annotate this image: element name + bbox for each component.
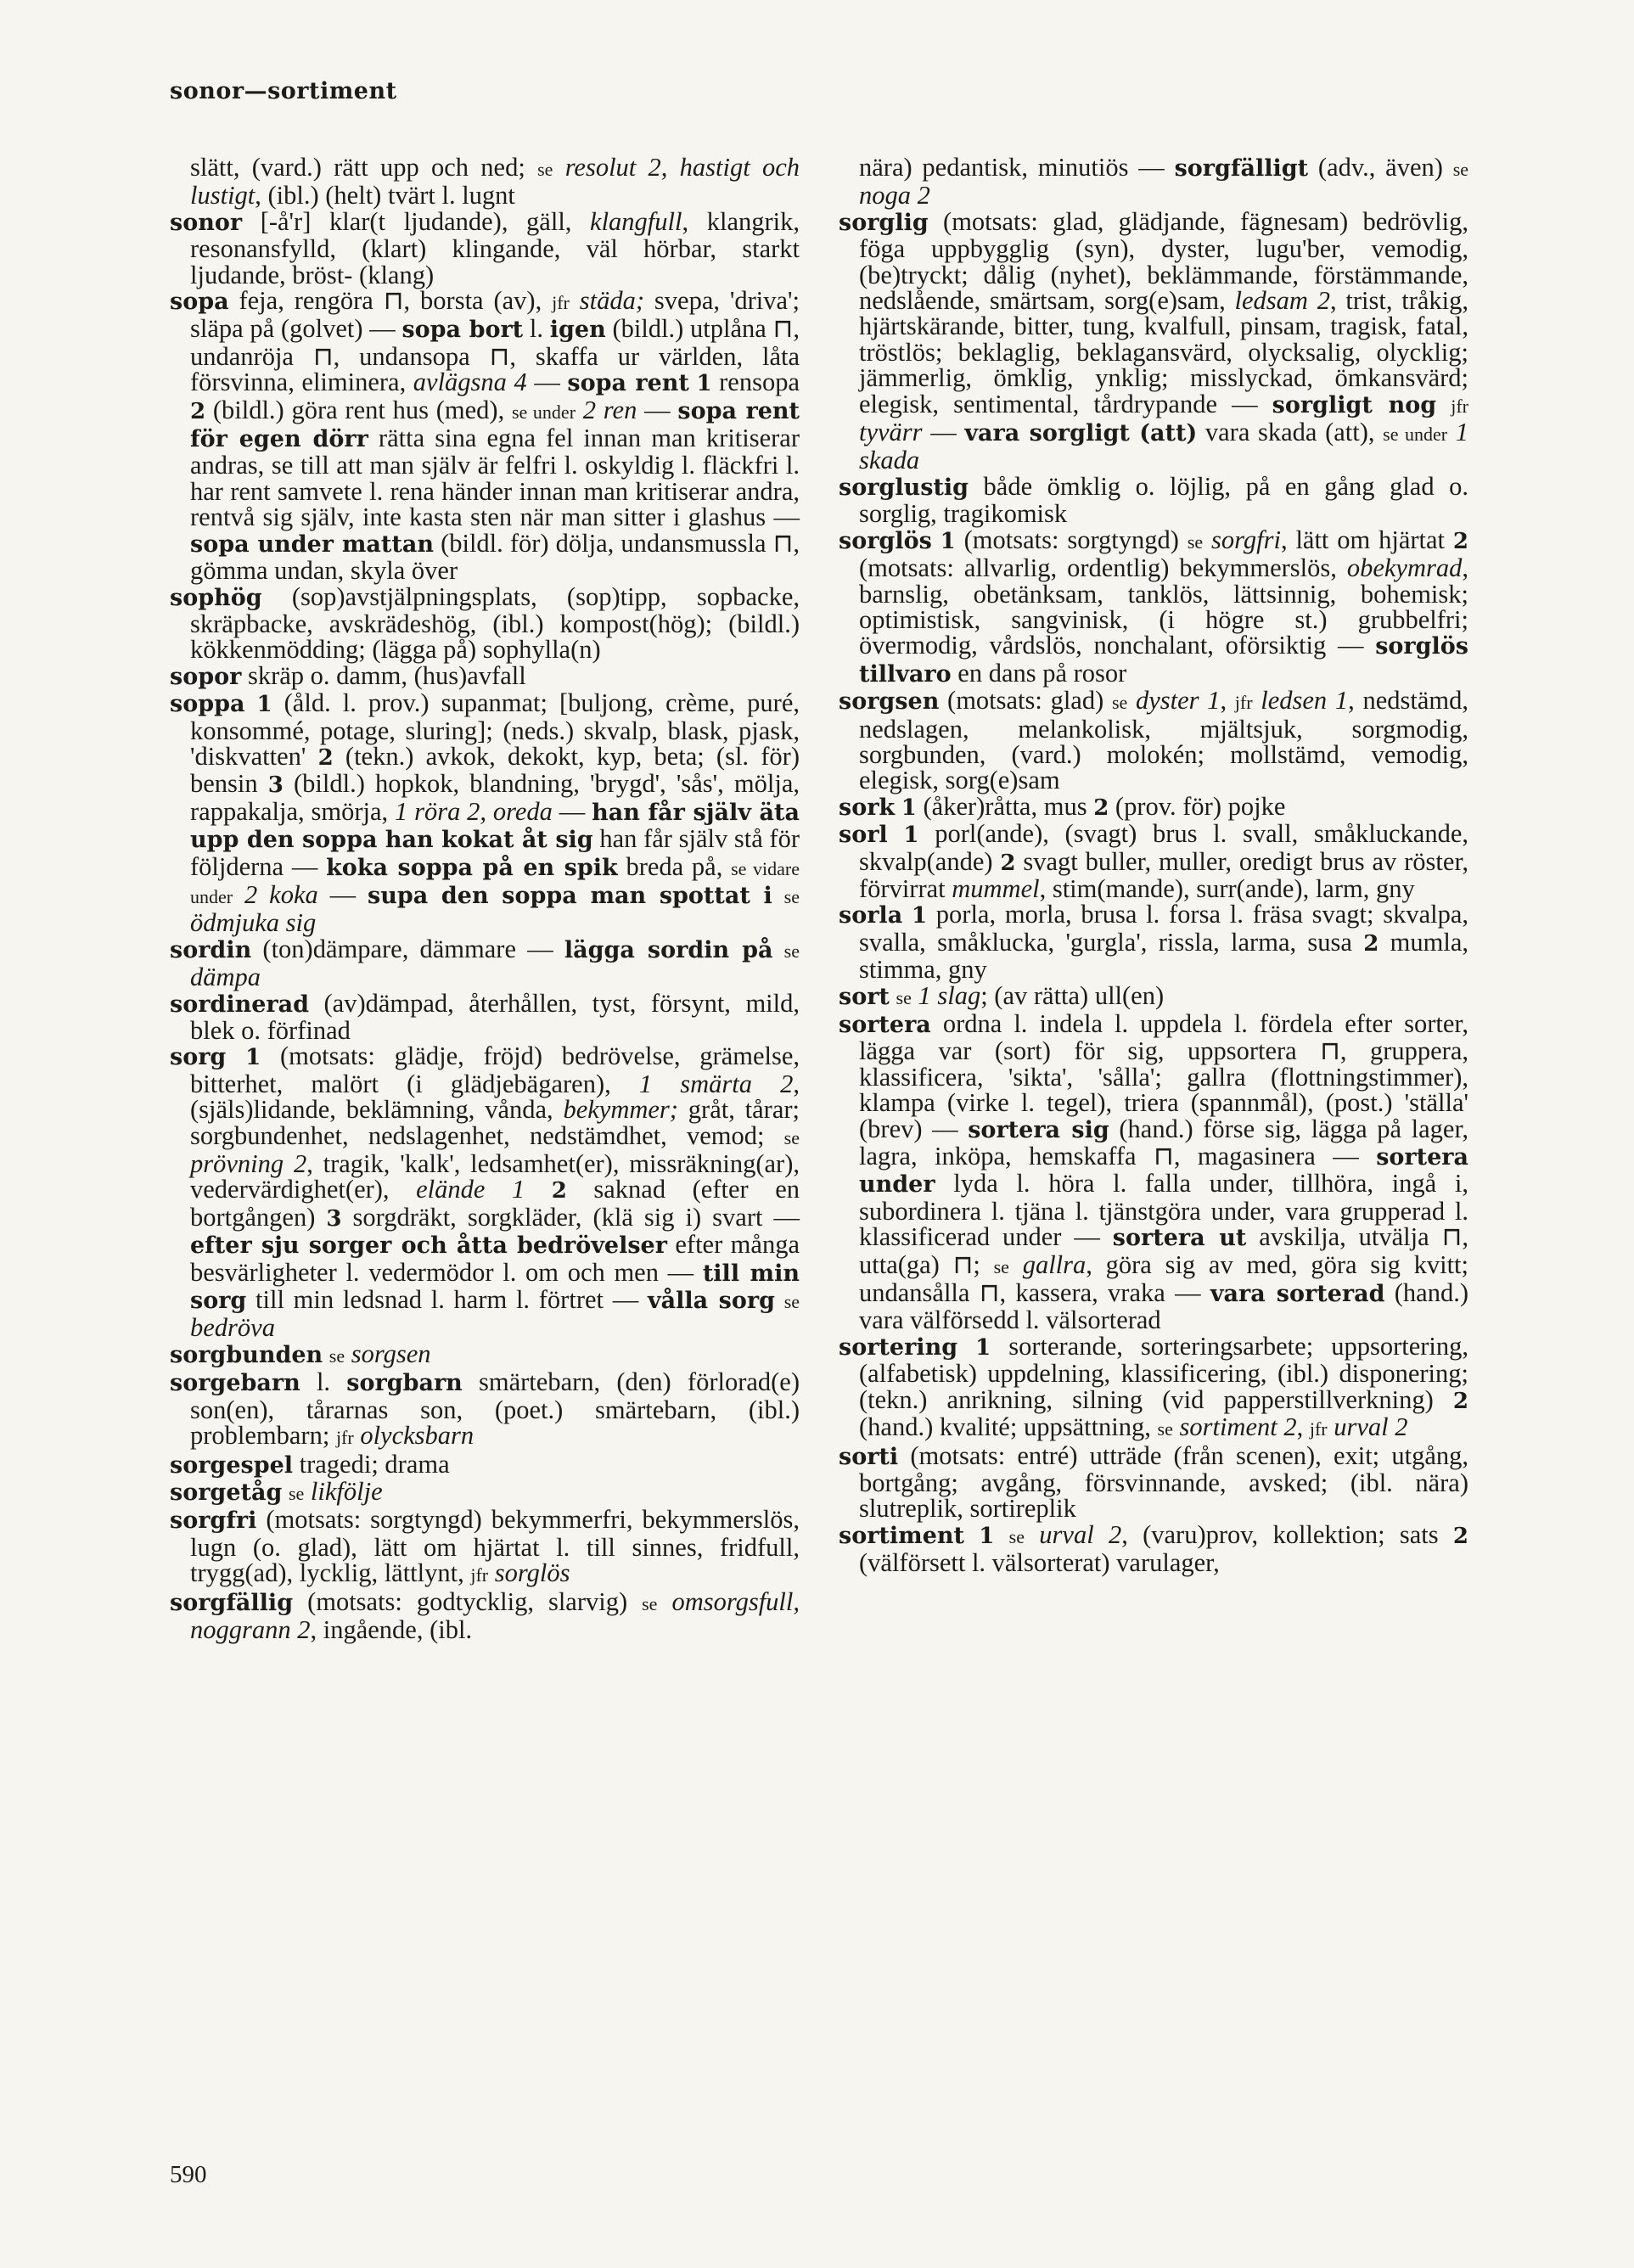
reference-marker: se xyxy=(783,940,800,962)
entry-text xyxy=(772,880,784,909)
cross-reference: obekymrad xyxy=(1346,553,1463,583)
entry-text: nära) pedantisk, minutiös — xyxy=(859,153,1175,182)
phrase: till min sorg xyxy=(190,1260,800,1315)
entry-text xyxy=(1447,418,1456,446)
reference-marker: jfr xyxy=(470,1564,489,1586)
dictionary-entry xyxy=(170,1369,800,1451)
cross-reference: likfölje xyxy=(310,1476,383,1506)
entry-text: (motsats: allvarlig, ordentlig) bekymmerslös, xyxy=(859,553,1347,583)
entry-text: mumla, stimma, gny xyxy=(859,927,1469,985)
cross-reference: 1 röra 2, oreda xyxy=(394,796,553,826)
entry-text: porla, morla, brusa l. forsa l. fräsa svagt; skvalpa, svalla, småklucka, 'gurgla', rissla, larma, susa xyxy=(859,900,1469,957)
reference-marker: se xyxy=(537,159,553,180)
reference-marker: se under xyxy=(1383,424,1448,446)
entry-text xyxy=(345,1339,351,1368)
left-column xyxy=(170,154,800,1642)
reference-marker: se vidare under xyxy=(190,857,800,907)
entry-text xyxy=(1203,525,1211,554)
dictionary-entry xyxy=(170,936,800,991)
dictionary-entry xyxy=(839,821,1468,901)
entry-text: ordna l. indela l. uppdela l. fördela efter sorter, lägga var (sort) för sig, uppsortera ⊓, gruppera, klassificera, 'sikta', 'sålla'; gallra (flottningstimmer), klampa (virke l. tegel), triera (spannmål), (post.) 'ställa' (brev) — xyxy=(859,1009,1468,1143)
entry-text: (motsats: sorgtyngd) bekymmerfri, bekymmerslös, lugn (o. glad), lätt om hjärtat l. till sinnes, fridfull, trygg(ad), lycklig, lättlynt, xyxy=(190,1505,800,1588)
cross-reference: bekymmer; xyxy=(563,1095,678,1125)
entry-text: efter många besvärligheter l. vedermödor l. om och men — xyxy=(190,1230,800,1287)
reference-marker: se xyxy=(783,1126,800,1148)
headword: sortiment xyxy=(839,1522,965,1549)
headword: sorgetåg xyxy=(170,1479,283,1506)
phrase: koka soppa på en spik xyxy=(326,854,618,881)
entry-text xyxy=(1009,1250,1023,1279)
cross-reference: elände 1 xyxy=(416,1175,525,1204)
sense-number: 1 xyxy=(901,794,917,821)
sense-number: 2 xyxy=(190,398,206,424)
cross-reference: sorglös xyxy=(494,1558,570,1588)
cross-reference: sorgfri xyxy=(1211,525,1281,554)
sense-number: 2 xyxy=(1452,1523,1469,1549)
entry-text: , stim(mande), surr(ande), larm, gny xyxy=(1039,873,1415,903)
entry-text: (välförsett l. välsorterat) varulager, xyxy=(859,1548,1220,1578)
phrase: sorgfälligt xyxy=(1174,155,1309,182)
cross-reference: ledsam 2 xyxy=(1234,286,1330,316)
cross-reference: urval 2 xyxy=(1334,1412,1408,1442)
dictionary-entry xyxy=(839,900,1469,985)
headword: sophög xyxy=(170,584,262,611)
headword: sorg xyxy=(170,1044,227,1071)
entry-text xyxy=(1253,686,1261,715)
phrase: sopa rent xyxy=(567,370,689,397)
entry-text: (prov. för) pojke xyxy=(1109,791,1286,821)
phrase: vålla sorg xyxy=(647,1288,775,1315)
cross-reference: bedröva xyxy=(190,1313,275,1343)
phrase: sopa bort xyxy=(401,317,524,344)
headword: sortering xyxy=(839,1333,958,1361)
phrase: sortera sig xyxy=(968,1116,1109,1143)
headword: sorti xyxy=(839,1443,899,1470)
entry-text xyxy=(775,1285,784,1314)
sense-number: 2 xyxy=(1000,850,1016,876)
reference-marker: se xyxy=(1008,1525,1025,1547)
entry-text: sorgdräkt, sorgkläder, (klä sig i) svart — xyxy=(341,1202,800,1232)
entry-text: — xyxy=(552,796,592,826)
entry-text xyxy=(576,396,583,424)
cross-reference: noga 2 xyxy=(859,181,930,211)
entry-text xyxy=(772,935,783,963)
entry-text: l. xyxy=(300,1367,347,1397)
sense-number: 2 xyxy=(551,1178,567,1204)
headword: sorglös xyxy=(839,527,932,554)
dictionary-entry xyxy=(170,1341,800,1369)
entry-text xyxy=(244,688,256,717)
entry-text: (motsats: glad, glädjande, fägnesam) bedrövlig, föga uppbygglig (syn), dyster, lugu'ber, vemodig, (be)tryckt; dålig (nyhet), beklämmande, förstämmande, nedslående, smärtsam, sorg(e)sam, xyxy=(859,206,1468,316)
entry-text: , xyxy=(1296,1412,1310,1442)
cross-reference: gallra xyxy=(1022,1249,1087,1279)
phrase: igen xyxy=(549,317,606,344)
dictionary-entry xyxy=(170,1451,800,1479)
entry-text: (motsats: entré) utträde (från scenen), exit; utgång, bortgång; avgång, försvinnande, avsked; (ibl. nära) slutreplik, sortireplik xyxy=(859,1440,1468,1524)
phrase: han får själv äta upp den soppa han kokat åt sig xyxy=(190,799,800,854)
entry-text: (hand.) vara välförsedd l. välsorterad xyxy=(859,1278,1468,1335)
entry-text: , göra sig av med, göra sig kvitt; undansålla ⊓, kassera, vraka — xyxy=(859,1249,1469,1308)
dictionary-entry xyxy=(839,154,1468,209)
headword: sorgbunden xyxy=(170,1341,323,1368)
reference-marker: jfr xyxy=(1309,1418,1328,1440)
entry-text xyxy=(1436,390,1451,418)
entry-text: smärtebarn, (den) förlorad(e) son(en), tårarnas son, (poet.) smärtebarn, (ibl.) problembarn; xyxy=(190,1367,800,1451)
dictionary-entry xyxy=(839,1440,1468,1524)
entry-text: breda på, xyxy=(617,851,732,881)
entry-text: (sop)avstjälpningsplats, (sop)tipp, sopbacke, skräpbacke, avskrädeshög, (ibl.) kompost(hög); (bildl.) kökkenmödding; (lägga på) sophylla(n) xyxy=(190,581,800,665)
sense-number: 1 xyxy=(940,528,956,554)
entry-text: — xyxy=(637,395,678,424)
reference-marker: se xyxy=(783,885,800,907)
entry-text: tragedi; drama xyxy=(293,1449,450,1479)
reference-marker: jfr xyxy=(1234,692,1253,714)
cross-reference: omsorgsfull, noggrann 2 xyxy=(190,1586,800,1644)
dictionary-entry xyxy=(839,791,1468,821)
entry-text xyxy=(304,1477,311,1506)
entry-text: han får själv stå för följderna — xyxy=(190,824,800,881)
sense-number: 1 xyxy=(256,692,272,718)
sense-number: 2 xyxy=(1093,794,1109,821)
entry-text xyxy=(895,792,901,821)
entry-text: (bildl.) utplåna ⊓, undanröja ⊓, undansopa ⊓, skaffa ur världen, låta försvinna, eliminera, xyxy=(190,314,800,397)
headword: sorgfällig xyxy=(170,1589,294,1616)
entry-text xyxy=(902,900,912,929)
entry-text: , (själs)lidande, beklämning, vånda, xyxy=(190,1069,800,1125)
cross-reference: klangfull xyxy=(590,206,682,236)
entry-text: gråt, tårar; sorgbundenhet, nedslagenhet, nedstämdhet, vemod; xyxy=(190,1095,800,1150)
dictionary-entry xyxy=(170,206,800,289)
running-head: sonor—sortiment xyxy=(170,78,397,104)
sense-number: 1 xyxy=(696,371,712,397)
reference-marker: jfr xyxy=(1451,395,1468,417)
entry-text: (motsats: glädje, fröjd) bedrövelse, grämelse, bitterhet, malört (i glädjebägaren), xyxy=(190,1041,800,1098)
phrase: vara sorterad xyxy=(1210,1281,1385,1308)
cross-reference: prövning 2 xyxy=(190,1149,307,1179)
entry-text: (av)dämpad, återhållen, tyst, försynt, mild, blek o. förfinad xyxy=(190,988,800,1045)
reference-marker: se xyxy=(783,1291,800,1313)
entry-text xyxy=(226,1041,245,1070)
dictionary-entry xyxy=(839,1333,1468,1443)
cross-reference: städa; xyxy=(579,286,645,316)
dictionary-entry xyxy=(170,154,800,209)
dictionary-entry xyxy=(839,527,1468,688)
dictionary-entry xyxy=(170,1586,800,1644)
cross-reference: urval 2 xyxy=(1039,1519,1122,1549)
entry-text: (bildl. för) dölja, undansmussla ⊓, gömma undan, skyla över xyxy=(190,528,800,586)
entry-text: vara skada (att), xyxy=(1197,418,1384,447)
entry-text: (motsats: sorgtyngd) xyxy=(955,525,1188,554)
sense-number: 3 xyxy=(267,772,284,799)
headword: sorgfri xyxy=(170,1507,257,1535)
phrase: sortera under xyxy=(859,1144,1468,1199)
cross-reference: 1 smärta 2 xyxy=(638,1069,794,1098)
reference-marker: se xyxy=(1187,531,1204,553)
entry-text: (tekn.) avkok, dekokt, kyp, beta; (sl. för) bensin xyxy=(190,741,800,799)
headword: sonor xyxy=(170,209,243,236)
entry-text xyxy=(1025,1520,1039,1549)
dictionary-entry xyxy=(170,690,800,936)
headword: sorglig xyxy=(839,209,929,236)
headword: sortera xyxy=(839,1012,931,1038)
entry-text xyxy=(233,880,244,909)
phrase: sopa under mattan xyxy=(190,531,434,558)
entry-text: skräp o. damm, (hus)avfall xyxy=(241,660,526,690)
cross-reference: 2 koka xyxy=(244,879,318,909)
reference-marker: se xyxy=(1157,1418,1173,1440)
phrase: sorglös tillvaro xyxy=(859,633,1468,688)
entry-text: , (ibl.) (helt) tvärt l. lugnt xyxy=(255,181,515,211)
cross-reference: dyster 1 xyxy=(1135,686,1221,716)
cross-reference: resolut 2, hastigt och lustigt xyxy=(190,153,800,211)
entry-text xyxy=(323,1339,329,1368)
entry-text: , nedstämd, nedslagen, melankolisk, mjältsjuk, sorgmodig, sorgbunden, (vard.) molokén; mollstämd, vemodig, elegisk, sorg(e)sam xyxy=(859,686,1468,795)
entry-text: , xyxy=(1220,686,1235,716)
cross-reference: avlägsna 4 xyxy=(413,368,527,397)
entry-text: — xyxy=(526,368,568,397)
headword: sopa xyxy=(170,289,229,316)
cross-reference: sorgsen xyxy=(351,1339,431,1368)
entry-text xyxy=(488,1558,495,1587)
entry-text: (bildl.) göra rent hus (med), xyxy=(205,395,512,424)
entry-text: , (varu)prov, kollektion; sats xyxy=(1121,1519,1453,1549)
cross-reference: olycksbarn xyxy=(360,1421,474,1451)
reference-marker: jfr xyxy=(335,1427,354,1449)
entry-text xyxy=(570,286,580,315)
phrase: sorgligt nog xyxy=(1272,391,1437,418)
entry-text: , lätt om hjärtat xyxy=(1280,525,1453,554)
entry-text: porl(ande), (svagt) brus l. svall, småkluckande, skvalp(ande) xyxy=(859,819,1468,876)
entry-text: , barnslig, obetänksam, tanklös, lättsinnig, bohemisk; optimistisk, sangvinisk, (i högre st.) grubbelfri; övermodig, vårdslös, nonchalant, oförsiktig — xyxy=(859,553,1468,660)
entry-text: , trist, tråkig, hjärtskärande, bitter, tung, kvalfull, pinsam, tragisk, fatal, tröstlös; beklaglig, beklagansvärd, olycksalig, olycklig; jämmerlig, ömklig, ynklig; misslyckad, ömkansvärd; elegisk, sentimental, tårdrypande — xyxy=(859,286,1468,418)
entry-text: l. xyxy=(523,314,550,344)
entry-text: (hand.) kvalité; uppsättning, xyxy=(859,1412,1158,1442)
headword: sopor xyxy=(170,663,242,690)
sense-number: 2 xyxy=(317,744,334,771)
sense-number: 2 xyxy=(1452,1388,1468,1414)
dictionary-entry xyxy=(170,1476,800,1507)
headword: sorgsen xyxy=(839,688,940,716)
headword: sordinerad xyxy=(170,991,309,1018)
entry-text: till min ledsnad l. harm l. förtret — xyxy=(246,1285,648,1315)
entry-text: svepa, 'driva'; släpa på (golvet) — xyxy=(190,286,800,344)
reference-marker: se xyxy=(896,986,912,1008)
dictionary-entry xyxy=(170,988,800,1045)
sense-number: 1 xyxy=(979,1523,995,1549)
phrase: sopa rent för egen dörr xyxy=(190,397,800,453)
phrase: vara sorgligt (att) xyxy=(964,420,1198,447)
entry-text: [-å'r] klar(t ljudande), gäll, xyxy=(242,206,591,236)
sense-number: 1 xyxy=(245,1045,261,1071)
entry-text: (adv., även) xyxy=(1308,153,1453,182)
reference-marker: jfr xyxy=(552,292,570,314)
entry-text: (motsats: godtycklig, slarvig) xyxy=(293,1586,643,1616)
entry-text xyxy=(888,819,904,848)
phrase: supa den soppa man spottat i xyxy=(368,882,772,909)
headword: soppa xyxy=(170,691,245,718)
dictionary-entry xyxy=(170,660,800,690)
page-number: 590 xyxy=(170,2161,207,2188)
entry-text: (åker)råtta, mus xyxy=(916,791,1094,821)
sense-number: 1 xyxy=(911,903,928,929)
phrase: efter sju sorger och åtta bedrövelser xyxy=(190,1232,667,1260)
entry-text: avskilja, utvälja ⊓, utta(ga) ⊓; xyxy=(859,1222,1468,1279)
headword: sorla xyxy=(839,902,903,929)
cross-reference: mummel xyxy=(952,873,1040,903)
entry-text: , ingående, (ibl. xyxy=(310,1614,473,1644)
reference-marker: se xyxy=(642,1592,658,1614)
dictionary-entry xyxy=(839,206,1469,475)
entry-text: , tragik, 'kalk', ledsamhet(er), missräkning(ar), vedervärdighet(er), xyxy=(190,1149,800,1204)
entry-text: saknad (efter en bortgången) xyxy=(190,1175,800,1232)
headword: sork xyxy=(839,794,896,821)
entry-text xyxy=(964,1520,979,1549)
entry-text: feja, rengöra ⊓, borsta (av), xyxy=(228,286,553,316)
headword: sorgebarn xyxy=(170,1370,300,1397)
dictionary-entry xyxy=(170,581,800,665)
phrase: lägga sordin på xyxy=(564,936,773,963)
sense-number: 2 xyxy=(1452,528,1469,554)
headword: sordin xyxy=(170,936,252,963)
entry-text xyxy=(553,153,564,182)
entry-text: (åld. l. prov.) supanmat; [buljong, crème, puré, konsommé, potage, sluring]; (neds.) skvalp, blask, pjask, 'diskvatten' xyxy=(190,688,800,771)
entry-text: (ton)dämpare, dämmare — xyxy=(251,934,564,963)
entry-text: (motsats: glad) xyxy=(939,686,1112,716)
dictionary-entry xyxy=(170,1041,800,1343)
entry-text: (hand.) förse sig, lägga på lager, lagra, inköpa, hemskaffa ⊓, magasinera — xyxy=(859,1114,1469,1171)
entry-text: både ömklig o. löjlig, på en gång glad o. sorglig, tragikomisk xyxy=(859,471,1468,529)
entry-text: ; (av rätta) ull(en) xyxy=(980,980,1165,1010)
entry-text: (bildl.) hopkok, blandning, 'brygd', 'sås', mölja, rappakalja, smörja, xyxy=(190,769,800,826)
right-column xyxy=(839,154,1468,1576)
cross-reference: sortiment 2 xyxy=(1179,1412,1297,1442)
headword: sorgespel xyxy=(170,1451,294,1479)
sense-number: 1 xyxy=(975,1334,991,1361)
phrase: sortera ut xyxy=(1112,1225,1247,1252)
dictionary-entry xyxy=(839,688,1468,794)
entry-text: svagt buller, muller, oredigt brus av röster, förvirrat xyxy=(859,846,1468,903)
entry-text xyxy=(282,1477,289,1506)
entry-text xyxy=(657,1587,671,1616)
dictionary-entry xyxy=(839,1011,1468,1333)
dictionary-entry xyxy=(839,471,1468,529)
headword: sort xyxy=(839,983,890,1010)
entry-text: lyda l. höra l. falla under, tillhöra, ingå i, subordinera l. tjäna l. tjänstgöra under, vara grupperad l. klassificerad under — xyxy=(859,1169,1468,1252)
entry-text: en dans på rosor xyxy=(951,658,1127,688)
headword: sorglustig xyxy=(839,474,969,501)
cross-reference: dämpa xyxy=(190,963,261,992)
sense-number: 3 xyxy=(326,1205,342,1232)
entry-text xyxy=(932,525,941,554)
entry-text: sorterande, sorteringsarbete; uppsortering, (alfabetisk) uppdelning, klassificering, (ibl.) disponering; (tekn.) anrikning, silning (vid papperstillverkning) xyxy=(859,1331,1468,1414)
entry-text: , klangrik, resonansfylld, (klart) klingande, väl hörbar, starkt ljudande, bröst- (klang) xyxy=(190,206,800,289)
entry-text xyxy=(525,1175,552,1204)
dictionary-entry xyxy=(170,1507,800,1588)
entry-text: slätt, (vard.) rätt upp och ned; xyxy=(190,153,538,182)
entry-text: — xyxy=(317,879,368,909)
entry-text xyxy=(890,981,896,1010)
cross-reference: 1 skada xyxy=(859,418,1469,475)
cross-reference: 1 slag xyxy=(918,980,981,1010)
reference-marker: se xyxy=(1111,692,1128,714)
entry-text xyxy=(1127,686,1136,715)
cross-reference: 2 ren xyxy=(582,395,637,424)
dictionary-entry xyxy=(839,980,1468,1011)
dictionary-entry xyxy=(170,286,800,586)
entry-text: rätta sina egna fel innan man kritiserar andras, se till att man själv är felfri l. oskyldig l. fläckfri l. har rent samvete l. rena händer innan man kritiserar andra, rentvå sig själv, inte kasta sten när man sitter i glashus — xyxy=(190,424,800,532)
reference-marker: se under xyxy=(511,401,576,423)
reference-marker: se xyxy=(328,1345,345,1367)
entry-text xyxy=(994,1520,1008,1549)
cross-reference: ödmjuka sig xyxy=(190,908,317,938)
entry-text: — xyxy=(922,418,965,447)
cross-reference: ledsen 1 xyxy=(1261,686,1349,716)
entry-text: rensopa xyxy=(711,368,800,397)
reference-marker: se xyxy=(288,1482,305,1504)
cross-reference: tyvärr xyxy=(859,418,923,447)
phrase: sorgbarn xyxy=(346,1370,463,1397)
entry-text xyxy=(957,1332,975,1361)
sense-number: 1 xyxy=(903,822,919,849)
reference-marker: se xyxy=(993,1255,1009,1277)
reference-marker: se xyxy=(1452,159,1469,180)
headword: sorl xyxy=(839,822,888,849)
sense-number: 2 xyxy=(1363,930,1379,957)
dictionary-entry xyxy=(839,1519,1469,1578)
